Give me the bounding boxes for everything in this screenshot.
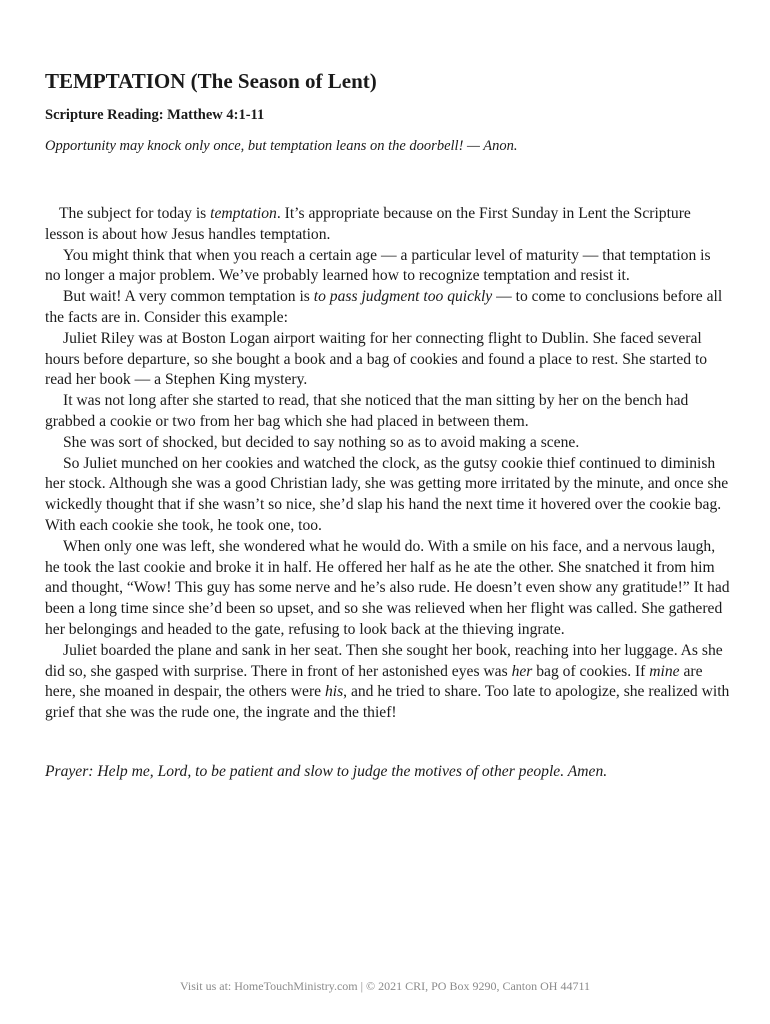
body-paragraph: You might think that when you reach a certain age — a particular level of maturity — that temptation is no longer a major problem. We’ve probably learned how to recognize temptation and resist it. (45, 246, 711, 285)
devotional-page (45, 66, 730, 783)
body-paragraph: Juliet Riley was at Boston Logan airport waiting for her connecting flight to Dublin. She faced several hours before departure, so she bought a book and a bag of cookies and found a place to rest. She started to read her book — a Stephen King mystery. (45, 329, 708, 389)
closing-prayer: Prayer: Help me, Lord, to be patient and slow to judge the motives of other people. Amen. (45, 762, 608, 780)
devotional-body (45, 204, 730, 724)
page-title: TEMPTATION (The Season of Lent) (45, 69, 377, 93)
epigraph-quote: Opportunity may knock only once, but temptation leans on the doorbell! — Anon. (45, 138, 518, 154)
body-paragraph: When only one was left, she wondered what he would do. With a smile on his face, and a nervous laugh, he took the last cookie and broke it in half. He offered her half as he ate the other. She snatched it from him and thought, “Wow! This guy has some nerve and he’s also rude. He doesn’t even show any gratitude!” It had been a long time since she’d been so upset, and so she was relieved when her flight was called. She gathered her belongings and headed to the gate, refusing to look back at the thieving ingrate. (45, 537, 730, 638)
body-paragraph: It was not long after she started to read, that she noticed that the man sitting by her on the bench had grabbed a cookie or two from her bag which she had placed in between them. (45, 392, 689, 430)
body-paragraph: She was sort of shocked, but decided to say nothing so as to avoid making a scene. (63, 433, 580, 451)
body-paragraph: But wait! A very common temptation is to pass judgment too quickly — to come to conclusions before all the facts are in. Consider this example: (45, 288, 723, 326)
body-paragraph: The subject for today is temptation. It’s appropriate because on the First Sunday in Lent the Scripture lesson is about how Jesus handles temptation. (45, 205, 691, 243)
scripture-reading: Scripture Reading: Matthew 4:1-11 (45, 107, 265, 123)
body-paragraph: Juliet boarded the plane and sank in her seat. Then she sought her book, reaching into her luggage. As she did so, she gasped with surprise. There in front of her astonished eyes was her bag of cookies. If mine are here, she moaned in despair, the others were his, and he tried to share. Too late to apologize, she realized with grief that she was the rude one, the ingrate and the thief! (45, 641, 730, 722)
body-paragraph: So Juliet munched on her cookies and watched the clock, as the gutsy cookie thief continued to diminish her stock. Although she was a good Christian lady, she was getting more irritated by the minute, and once she wickedly thought that if she wasn’t so nice, she’d slap his hand the next time it hovered over the cookie bag. With each cookie she took, he took one, too. (45, 454, 729, 534)
page-footer: Visit us at: HomeTouchMinistry.com | © 2021 CRI, PO Box 9290, Canton OH 44711 (179, 979, 591, 993)
